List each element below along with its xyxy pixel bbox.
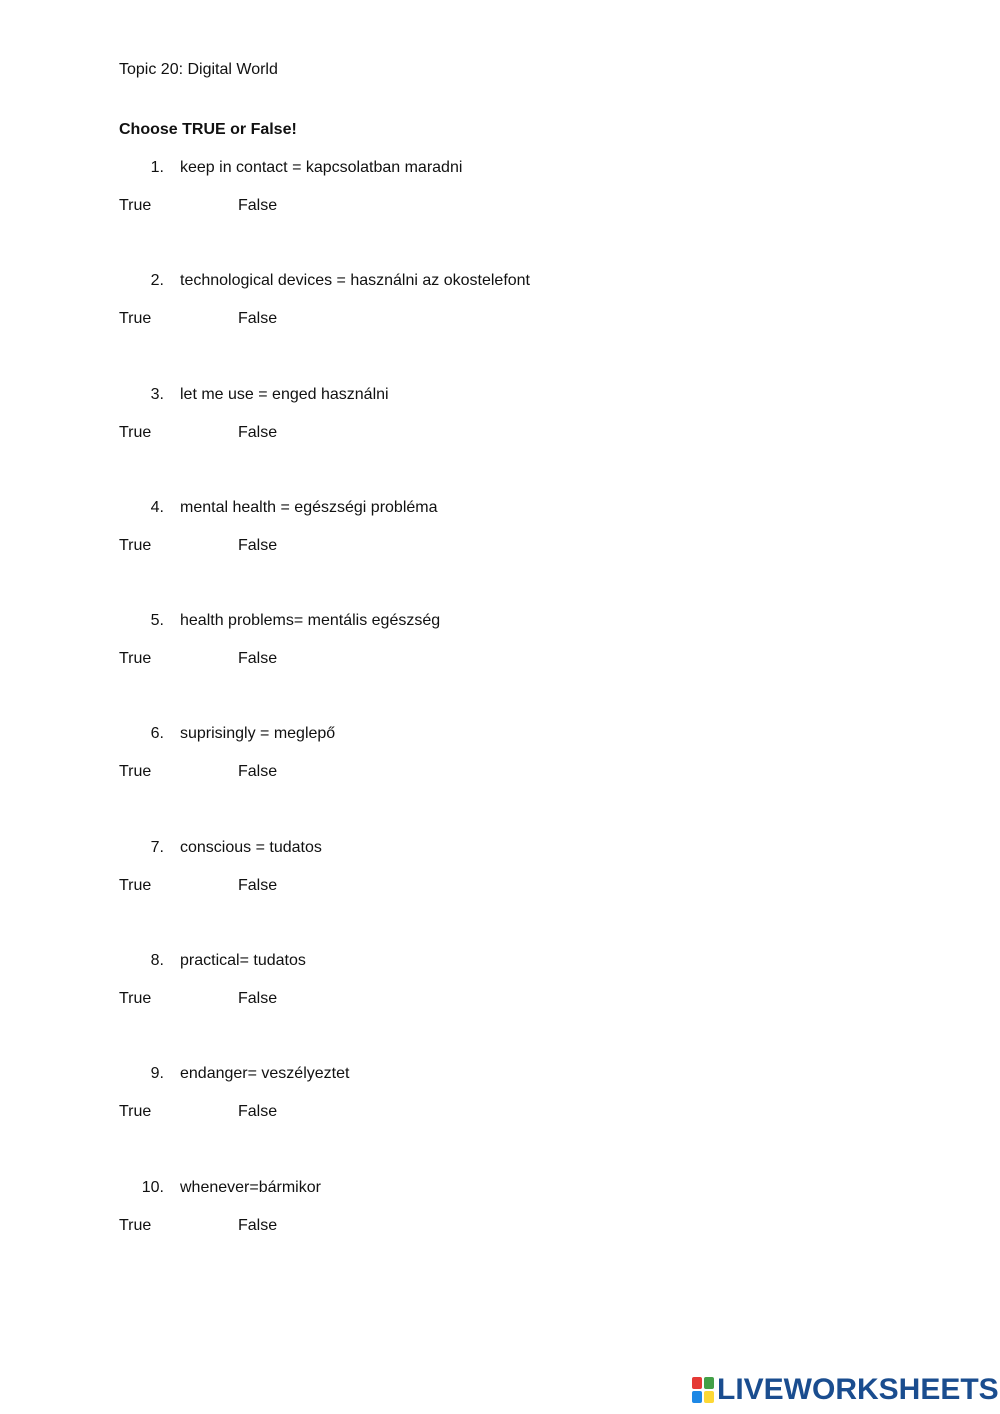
answer-options <box>0 1101 1000 1123</box>
question-text: endanger= veszélyeztet <box>180 1065 350 1083</box>
false-option[interactable]: False <box>238 1216 278 1234</box>
false-option[interactable]: False <box>238 990 278 1008</box>
question-item <box>0 270 1000 383</box>
true-option[interactable]: True <box>119 876 152 894</box>
true-option[interactable]: True <box>119 990 152 1008</box>
answer-options <box>0 988 1000 1010</box>
false-option[interactable]: False <box>238 763 278 781</box>
false-option[interactable]: False <box>238 536 278 554</box>
true-option[interactable]: True <box>119 536 152 554</box>
question-number: 7. <box>150 838 164 856</box>
question-number: 3. <box>150 385 164 403</box>
answer-options <box>0 648 1000 670</box>
true-option[interactable]: True <box>119 197 152 214</box>
liveworksheets-logo-icon <box>692 1377 714 1403</box>
liveworksheets-brand <box>692 1374 999 1406</box>
false-option[interactable]: False <box>238 650 278 668</box>
logo-square-icon <box>692 1377 702 1389</box>
true-option[interactable]: True <box>119 650 152 668</box>
true-option[interactable]: True <box>119 1216 152 1234</box>
question-text: mental health = egészségi probléma <box>180 498 438 516</box>
true-option[interactable]: True <box>119 310 152 328</box>
true-option[interactable]: True <box>119 423 152 441</box>
false-option[interactable]: False <box>238 310 278 328</box>
question-number: 1. <box>150 159 164 176</box>
logo-square-icon <box>704 1377 714 1389</box>
question-number: 10. <box>141 1178 164 1196</box>
question-item <box>0 384 1000 497</box>
answer-options <box>0 535 1000 557</box>
question-number: 8. <box>150 952 164 970</box>
false-option[interactable]: False <box>238 197 278 214</box>
question-item <box>0 157 1000 270</box>
false-option[interactable]: False <box>238 1103 278 1121</box>
question-item <box>0 610 1000 723</box>
true-option[interactable]: True <box>119 763 152 781</box>
question-item <box>0 950 1000 1063</box>
answer-options <box>0 875 1000 897</box>
question-text: keep in contact = kapcsolatban maradni <box>180 159 463 176</box>
logo-square-icon <box>692 1391 702 1403</box>
question-item <box>0 1177 1000 1290</box>
question-item <box>0 1063 1000 1176</box>
question-item <box>0 497 1000 610</box>
question-text: let me use = enged használni <box>180 385 389 403</box>
page-title: Topic 20: Digital World <box>119 61 278 78</box>
answer-options <box>0 195 1000 217</box>
answer-options <box>0 308 1000 330</box>
answer-options <box>0 422 1000 444</box>
question-number: 2. <box>150 272 164 290</box>
question-text: conscious = tudatos <box>180 838 322 856</box>
question-number: 5. <box>150 612 164 630</box>
false-option[interactable]: False <box>238 423 278 441</box>
question-text: technological devices = használni az okostelefont <box>180 272 530 290</box>
question-item <box>0 837 1000 950</box>
question-text: practical= tudatos <box>180 952 306 970</box>
true-option[interactable]: True <box>119 1103 152 1121</box>
false-option[interactable]: False <box>238 876 278 894</box>
question-number: 6. <box>150 725 164 743</box>
question-text: whenever=bármikor <box>180 1178 321 1196</box>
answer-options <box>0 761 1000 783</box>
logo-square-icon <box>704 1391 714 1403</box>
question-item <box>0 723 1000 836</box>
question-number: 4. <box>150 498 164 516</box>
question-text: suprisingly = meglepő <box>180 725 336 743</box>
question-number: 9. <box>150 1065 164 1083</box>
question-text: health problems= mentális egészség <box>180 612 441 630</box>
instructions-heading: Choose TRUE or False! <box>119 121 297 138</box>
question-list <box>0 157 1000 1290</box>
brand-name: LIVEWORKSHEETS <box>717 1373 999 1406</box>
answer-options <box>0 1215 1000 1237</box>
